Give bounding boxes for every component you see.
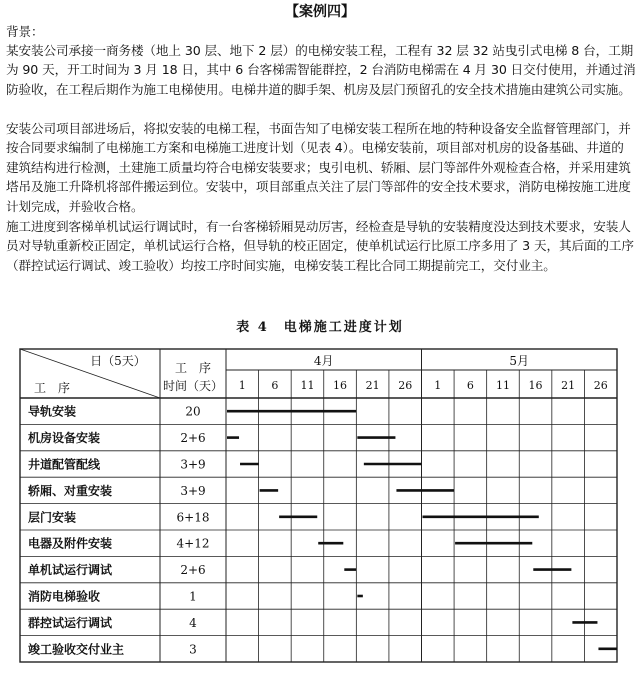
task-duration: 6+18 [176,510,210,525]
task-name: 井道配管配线 [28,457,101,472]
task-duration: 1 [189,589,197,604]
header-task-label: 工 序 [33,381,71,395]
task-name: 电器及附件安装 [28,536,113,551]
day-tick-label: 26 [398,379,413,392]
task-duration: 2+6 [180,563,206,578]
task-duration: 2+6 [180,431,206,446]
header-day-label: 日（5天） [90,354,146,368]
background-label: 背景： [6,24,44,39]
day-tick-label: 1 [238,379,246,392]
day-tick-label: 6 [271,379,279,392]
task-duration: 4+12 [176,536,210,551]
day-tick-label: 1 [434,379,442,392]
header-duration-line1: 工 序 [174,361,212,375]
day-tick-label: 21 [365,379,380,392]
task-name: 机房设备安装 [28,431,101,446]
task-duration: 3 [189,642,197,657]
task-name: 群控试运行调试 [28,615,113,630]
day-tick-label: 26 [593,379,608,392]
task-duration: 20 [185,404,201,419]
day-tick-label: 6 [466,379,474,392]
task-duration: 3+9 [180,483,206,498]
task-duration: 4 [189,615,197,630]
task-duration: 3+9 [180,457,206,472]
day-tick-label: 16 [528,379,543,392]
task-name: 竣工验收交付业主 [28,642,125,657]
paragraph-3: 施工进度到客梯单机试运行调试时，有一台客梯轿厢晃动厉害，经检查是导轨的安装精度没达到技术要求，安装人员对导轨重新校正固定，单机试运行合格，但导轨的校正固定，使单机试运行比原工序多用了 3 天，其后面的工序（群控试运行调试、竣工验收）均按工序时间实施，电梯安装工程比合同工期提前完工，交付业主。 [6,219,634,273]
task-name: 导轨安装 [28,404,77,419]
task-name: 层门安装 [28,510,77,525]
paragraph-1: 某安装公司承接一商务楼（地上 30 层、地下 2 层）的电梯安装工程，工程有 32 层 32 站曳引式电梯 8 台，工期为 90 天，开工时间为 3 月 18 日，其中 6 台客梯需智能群控，2 台消防电梯需在 4 月 30 日交付使用，并通过消防验收，在工程后期作为施工电梯使用。电梯井道的脚手架、机房及层门预留孔的安全技术措施由建筑公司实施。 [6,43,636,97]
day-tick-label: 16 [333,379,348,392]
month-label-may: 5月 [509,354,530,368]
case-title: 【案例四】 [285,4,355,20]
task-name: 轿厢、对重安装 [28,483,113,498]
task-name: 单机试运行调试 [28,563,113,578]
day-tick-label: 11 [300,379,315,392]
task-name: 消防电梯验收 [28,589,101,604]
table-title: 表 4 电梯施工进度计划 [236,320,404,335]
paragraph-2: 安装公司项目部进场后，将拟安装的电梯工程，书面告知了电梯安装工程所在地的特种设备安全监督管理部门，并按合同要求编制了电梯施工方案和电梯施工进度计划（见表 4）。电梯安装前，项目部对机房的设备基础、井道的建筑结构进行检测，土建施工质量均符合电梯安装要求；曳引电机、轿厢、层门等部件外观检查合格，并采用建筑塔吊及施工升降机将部件搬运到位。安装中，项目部重点关注了层门等部件的安全技术要求，消防电梯按施工进度计划完成，并验收合格。 [6,121,631,214]
month-label-april: 4月 [313,354,334,368]
day-tick-label: 11 [495,379,510,392]
header-duration-line2: 时间（天） [162,379,224,393]
day-tick-label: 21 [561,379,576,392]
